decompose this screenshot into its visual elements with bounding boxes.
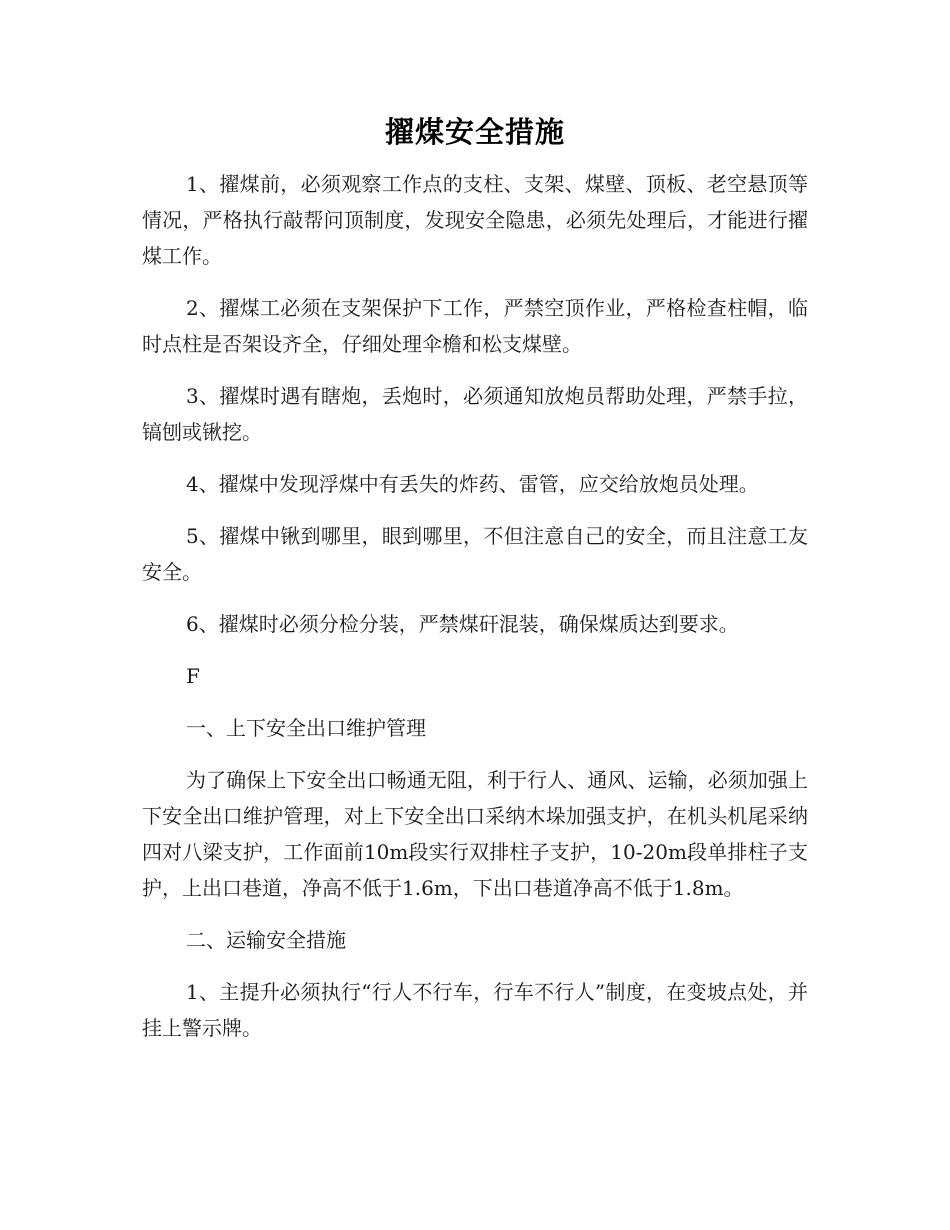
paragraph-exit-maintenance: 为了确保上下安全出口畅通无阻，利于行人、通风、运输，必须加强上下安全出口维护管理，对上下安全出口采纳木垛加强支护，在机头机尾采纳四对八梁支护，工作面前10m段实行双排柱子支护，10-20m段单排柱子支护，上出口巷道，净高不低于1.6m，下出口巷道净高不低于1.8m。	[142, 768, 808, 900]
paragraph-6: 6、擢煤时必须分检分装，严禁煤矸混装，确保煤质达到要求。	[186, 612, 739, 636]
section-heading-transport-safety: 二、运输安全措施	[186, 928, 346, 952]
document-title: 擢煤安全措施	[384, 115, 565, 149]
paragraph-4: 4、擢煤中发现浮煤中有丢失的炸药、雷管，应交给放炮员处理。	[186, 472, 759, 496]
paragraph-3: 3、擢煤时遇有瞎炮，丢炮时，必须通知放炮员帮助处理，严禁手拉，镐刨或锹挖。	[142, 384, 808, 444]
paragraph-transport-1: 1、主提升必须执行“行人不行车，行车不行人”制度，在变坡点处，并挂上警示牌。	[142, 980, 808, 1040]
section-heading-exit-maintenance: 一、上下安全出口维护管理	[186, 716, 426, 740]
paragraph-5: 5、擢煤中锹到哪里，眼到哪里，不但注意自己的安全，而且注意工友安全。	[142, 524, 808, 584]
paragraph-2: 2、擢煤工必须在支架保护下工作，严禁空顶作业，严格检查柱帽，临时点柱是否架设齐全，仔细处理伞檐和松支煤壁。	[142, 296, 808, 356]
document-body	[142, 166, 808, 1062]
paragraph-f: F	[186, 664, 200, 688]
paragraph-1: 1、擢煤前，必须观察工作点的支柱、支架、煤壁、顶板、老空悬顶等情况，严格执行敲帮问顶制度，发现安全隐患，必须先处理后，才能进行擢煤工作。	[142, 172, 808, 268]
